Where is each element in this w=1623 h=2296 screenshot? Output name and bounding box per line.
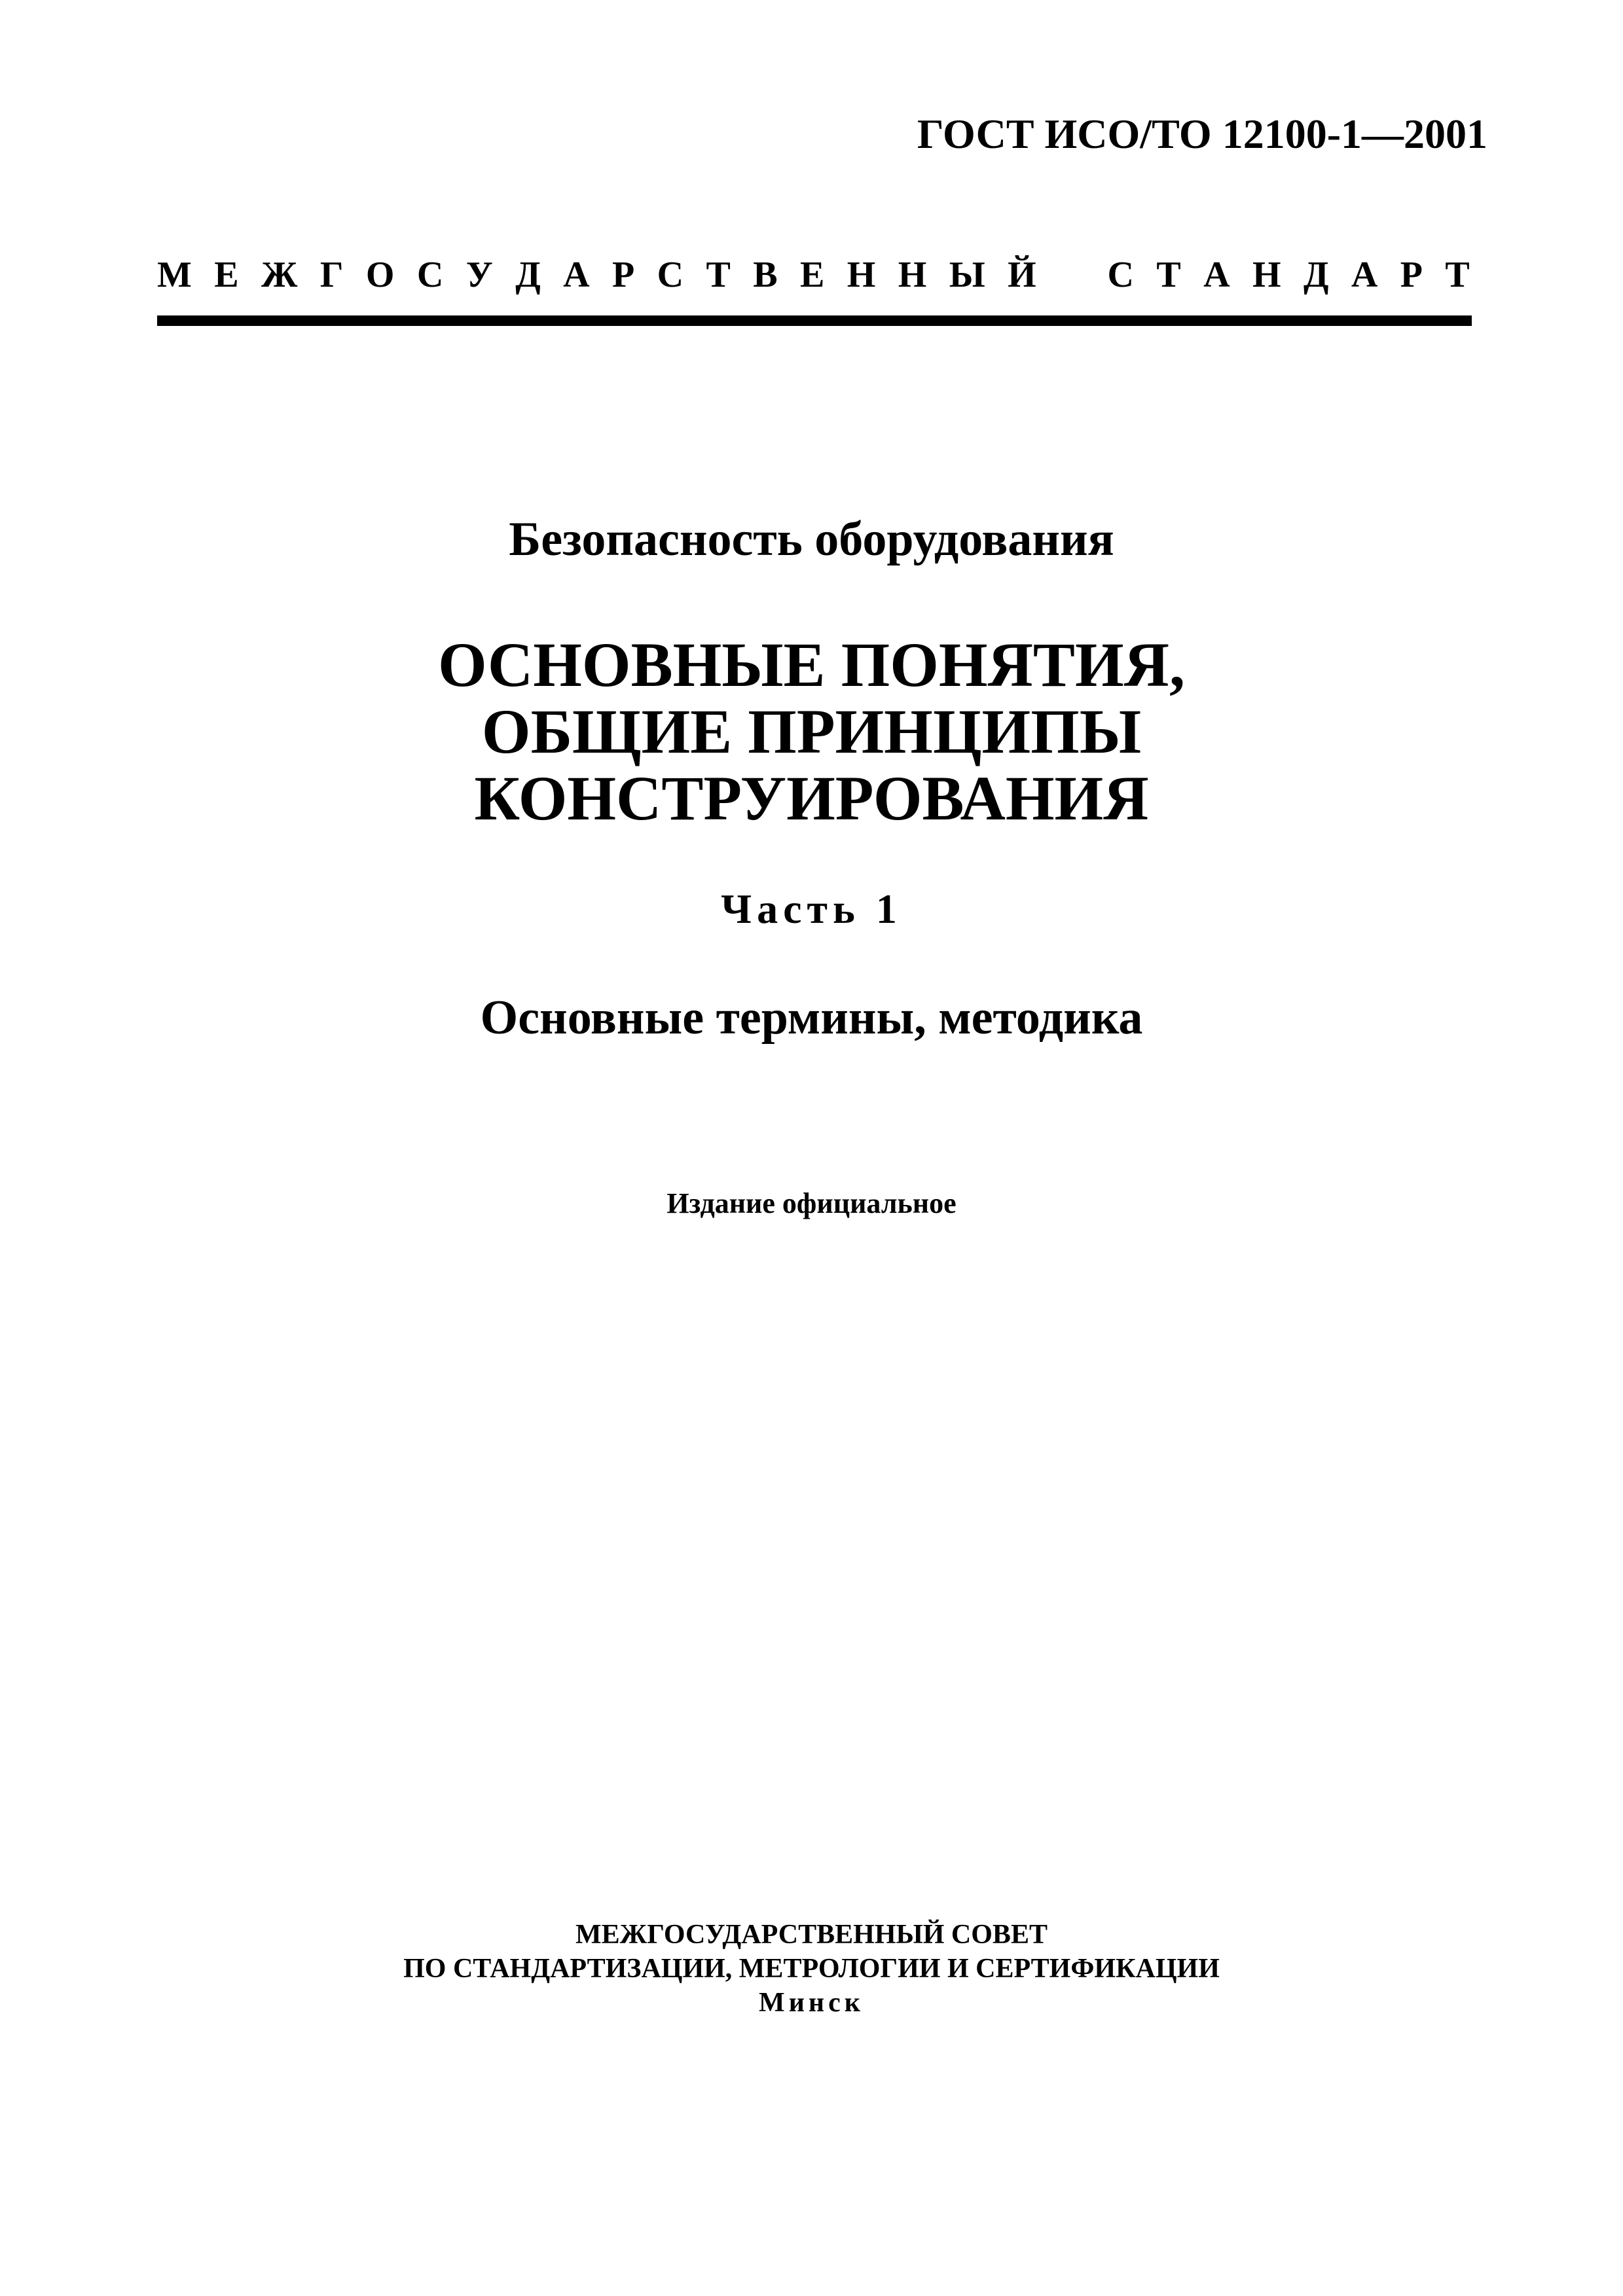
publisher-line-1: МЕЖГОСУДАРСТВЕННЫЙ СОВЕТ (575, 1920, 1048, 1950)
category-letter: Н (898, 255, 927, 295)
category-heading (157, 254, 1470, 296)
category-letter: А (563, 255, 590, 295)
category-letter: Е (214, 255, 239, 295)
category-letter: У (465, 255, 493, 295)
category-letter: Т (1156, 255, 1181, 295)
category-letter: В (753, 255, 778, 295)
category-letter: С (657, 255, 684, 295)
category-letter: Т (1445, 255, 1470, 295)
part-subtitle: Основные термины, методика (480, 991, 1143, 1045)
publisher-line-2: ПО СТАНДАРТИЗАЦИИ, МЕТРОЛОГИИ И СЕРТИФИКАЦИИ (403, 1954, 1220, 1984)
category-letter: А (1351, 255, 1378, 295)
category-letter: М (157, 255, 192, 295)
standard-number: ГОСТ ИСО/ТО 12100-1—2001 (917, 111, 1487, 157)
category-letter: С (1107, 255, 1134, 295)
category-letter: Й (1008, 255, 1036, 295)
title-line-3: КОНСТРУИРОВАНИЯ (474, 763, 1149, 833)
edition-note: Издание официальное (666, 1187, 957, 1219)
category-letter: Е (800, 255, 825, 295)
category-letter: С (416, 255, 444, 295)
category-letter: Ы (949, 255, 985, 295)
category-letter: А (1203, 255, 1230, 295)
word-gap (1059, 254, 1085, 296)
category-letter: Р (1400, 255, 1423, 295)
category-letter: Н (847, 255, 876, 295)
document-title (0, 632, 1623, 832)
publisher-block (0, 1918, 1623, 2020)
category-letter: Н (1252, 255, 1281, 295)
subject-heading: Безопасность оборудования (509, 512, 1114, 566)
title-line-2: ОБЩИЕ ПРИНЦИПЫ (481, 696, 1142, 766)
category-letter: Т (706, 255, 731, 295)
category-letter: Г (319, 255, 344, 295)
category-letter: Ж (261, 255, 298, 295)
category-letter: Д (515, 255, 541, 295)
category-letter: Д (1303, 255, 1329, 295)
category-letter: О (365, 255, 395, 295)
category-letter: Р (612, 255, 635, 295)
part-label: Часть 1 (721, 886, 902, 932)
heading-rule (157, 315, 1472, 326)
publisher-city: Минск (759, 1988, 864, 2018)
title-line-1: ОСНОВНЫЕ ПОНЯТИЯ, (438, 630, 1185, 700)
